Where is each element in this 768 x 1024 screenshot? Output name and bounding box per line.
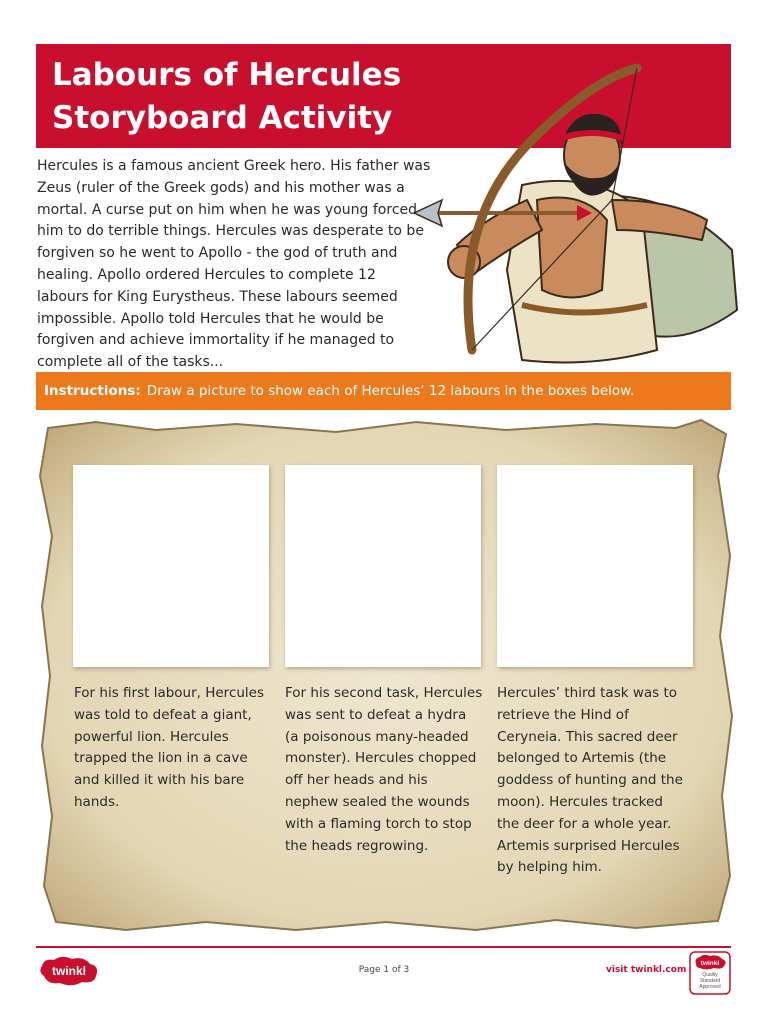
drawing-box-2[interactable]	[285, 465, 481, 667]
instructions-label: Instructions:	[44, 383, 141, 399]
quality-standard-badge	[688, 950, 732, 996]
instructions-bar	[36, 372, 731, 410]
visit-link[interactable]: visit twinkl.com	[606, 965, 687, 975]
drawing-box-1[interactable]	[73, 465, 269, 667]
panel-text-3: Hercules’ third task was to retrieve the Hind of Ceryneia. This sacred deer belonged to Artemis (the goddess of hunting and the moon). Hercules tracked the deer for a whole year. Artemis surprised Hercules by helping him.	[497, 685, 683, 876]
footer-divider	[36, 946, 731, 948]
title-line-2: Storyboard Activity	[52, 100, 393, 136]
hercules-archer-illustration	[412, 50, 742, 370]
instructions-text: Draw a picture to show each of Hercules’ 12 labours in the boxes below.	[146, 383, 635, 399]
intro-paragraph: Hercules is a famous ancient Greek hero. His father was Zeus (ruler of the Greek gods) and his mother was a mortal. A curse put on him when he was young forced him to do terrible things. Hercules was desperate to be forgiven so he went to Apollo - the god of truth and healing. Apollo ordered Hercules to complete 12 labours for King Eurystheus. These labours seemed impossible. Apollo told Hercules that he would be forgiven and achieve immortality if he managed to complete all of the tasks...	[37, 158, 431, 371]
title-line-1: Labours of Hercules	[52, 57, 402, 93]
page-title	[52, 54, 472, 140]
panel-text-2: For his second task, Hercules was sent to defeat a hydra (a poisonous many-headed monster). Hercules chopped off her heads and his nephew sealed the wounds with a flaming torch to stop the heads regrowing.	[285, 685, 483, 854]
logo-text: twinkl	[51, 964, 87, 978]
panel-text-1: For his first labour, Hercules was told to defeat a giant, powerful lion. Hercules trapped the lion in a cave and killed it with his bare hands.	[74, 685, 265, 810]
drawing-box-3[interactable]	[497, 465, 693, 667]
badge-bottom-text: Quality Standard Approved	[699, 972, 721, 990]
page-number: Page 1 of 3	[358, 965, 410, 975]
badge-top-text: twinkl	[700, 960, 720, 967]
